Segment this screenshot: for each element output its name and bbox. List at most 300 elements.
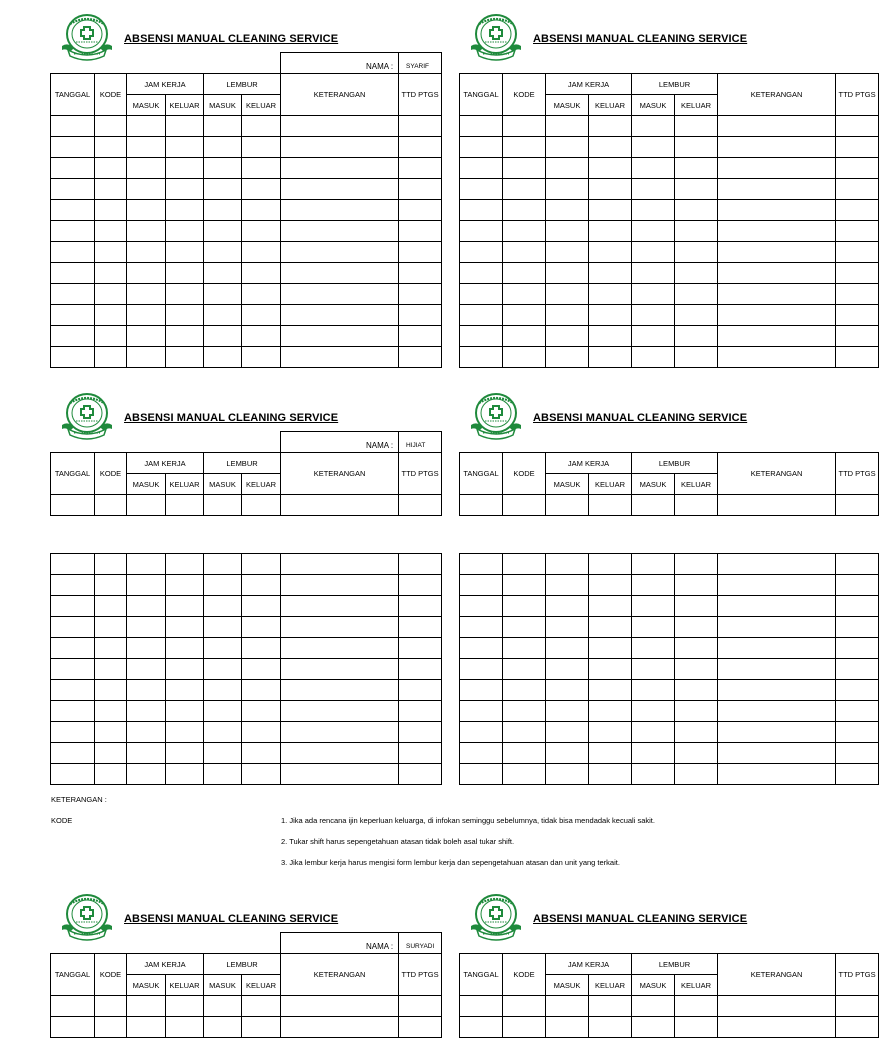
table-cell[interactable] (632, 137, 675, 158)
table-cell[interactable] (399, 764, 442, 785)
table-cell[interactable] (546, 495, 589, 516)
table-cell[interactable] (95, 659, 127, 680)
table-cell[interactable] (503, 596, 546, 617)
table-cell[interactable] (503, 554, 546, 575)
table-cell[interactable] (460, 326, 503, 347)
table-cell[interactable] (836, 263, 879, 284)
table-cell[interactable] (51, 680, 95, 701)
table-cell[interactable] (503, 221, 546, 242)
table-cell[interactable] (718, 743, 836, 764)
table-cell[interactable] (127, 179, 166, 200)
table-cell[interactable] (51, 495, 95, 516)
table-cell[interactable] (399, 284, 442, 305)
table-cell[interactable] (632, 764, 675, 785)
table-cell[interactable] (51, 347, 95, 368)
table-cell[interactable] (95, 495, 127, 516)
table-cell[interactable] (546, 722, 589, 743)
table-cell[interactable] (51, 575, 95, 596)
table-cell[interactable] (204, 554, 242, 575)
table-cell[interactable] (632, 743, 675, 764)
table-cell[interactable] (718, 638, 836, 659)
table-cell[interactable] (399, 1017, 442, 1038)
table-cell[interactable] (281, 242, 399, 263)
table-cell[interactable] (836, 1017, 879, 1038)
table-cell[interactable] (632, 659, 675, 680)
table-cell[interactable] (675, 158, 718, 179)
table-cell[interactable] (281, 996, 399, 1017)
table-cell[interactable] (460, 263, 503, 284)
nama-value[interactable]: HIJIAT (406, 442, 426, 449)
table-cell[interactable] (281, 722, 399, 743)
table-cell[interactable] (836, 659, 879, 680)
table-cell[interactable] (460, 347, 503, 368)
table-cell[interactable] (503, 617, 546, 638)
table-cell[interactable] (460, 743, 503, 764)
table-cell[interactable] (51, 1017, 95, 1038)
table-cell[interactable] (632, 242, 675, 263)
table-cell[interactable] (281, 680, 399, 701)
table-cell[interactable] (281, 554, 399, 575)
table-cell[interactable] (632, 305, 675, 326)
table-cell[interactable] (503, 495, 546, 516)
table-cell[interactable] (399, 305, 442, 326)
table-cell[interactable] (166, 1017, 204, 1038)
table-cell[interactable] (204, 137, 242, 158)
table-cell[interactable] (95, 764, 127, 785)
table-cell[interactable] (546, 137, 589, 158)
table-cell[interactable] (675, 617, 718, 638)
table-cell[interactable] (127, 659, 166, 680)
table-cell[interactable] (95, 305, 127, 326)
table-cell[interactable] (204, 495, 242, 516)
table-cell[interactable] (281, 617, 399, 638)
table-cell[interactable] (718, 137, 836, 158)
table-cell[interactable] (836, 347, 879, 368)
table-cell[interactable] (242, 1017, 281, 1038)
table-cell[interactable] (166, 137, 204, 158)
table-cell[interactable] (127, 617, 166, 638)
table-cell[interactable] (589, 743, 632, 764)
table-cell[interactable] (718, 305, 836, 326)
table-cell[interactable] (589, 200, 632, 221)
table-cell[interactable] (166, 221, 204, 242)
table-cell[interactable] (399, 554, 442, 575)
table-cell[interactable] (675, 242, 718, 263)
table-cell[interactable] (675, 326, 718, 347)
table-cell[interactable] (675, 1017, 718, 1038)
table-cell[interactable] (836, 221, 879, 242)
table-cell[interactable] (503, 158, 546, 179)
table-cell[interactable] (95, 326, 127, 347)
table-cell[interactable] (836, 200, 879, 221)
table-cell[interactable] (51, 116, 95, 137)
table-cell[interactable] (718, 221, 836, 242)
table-cell[interactable] (95, 596, 127, 617)
table-cell[interactable] (127, 743, 166, 764)
table-cell[interactable] (836, 179, 879, 200)
table-cell[interactable] (399, 179, 442, 200)
table-cell[interactable] (460, 179, 503, 200)
table-cell[interactable] (204, 617, 242, 638)
table-cell[interactable] (836, 764, 879, 785)
table-cell[interactable] (166, 242, 204, 263)
table-cell[interactable] (836, 701, 879, 722)
table-cell[interactable] (399, 200, 442, 221)
table-cell[interactable] (632, 347, 675, 368)
table-cell[interactable] (460, 137, 503, 158)
table-cell[interactable] (95, 617, 127, 638)
table-cell[interactable] (546, 242, 589, 263)
table-cell[interactable] (460, 575, 503, 596)
table-cell[interactable] (166, 200, 204, 221)
table-cell[interactable] (242, 347, 281, 368)
table-cell[interactable] (51, 659, 95, 680)
table-cell[interactable] (589, 116, 632, 137)
table-cell[interactable] (399, 326, 442, 347)
table-cell[interactable] (242, 722, 281, 743)
table-cell[interactable] (166, 495, 204, 516)
table-cell[interactable] (95, 242, 127, 263)
table-cell[interactable] (51, 554, 95, 575)
table-cell[interactable] (460, 659, 503, 680)
table-cell[interactable] (51, 596, 95, 617)
table-cell[interactable] (589, 764, 632, 785)
table-cell[interactable] (127, 554, 166, 575)
table-cell[interactable] (51, 263, 95, 284)
nama-value[interactable]: SURYADI (406, 943, 435, 950)
table-cell[interactable] (589, 179, 632, 200)
table-cell[interactable] (460, 701, 503, 722)
table-cell[interactable] (281, 659, 399, 680)
table-cell[interactable] (632, 722, 675, 743)
table-cell[interactable] (675, 495, 718, 516)
table-cell[interactable] (589, 596, 632, 617)
table-cell[interactable] (166, 158, 204, 179)
table-cell[interactable] (166, 659, 204, 680)
table-cell[interactable] (281, 284, 399, 305)
table-cell[interactable] (589, 722, 632, 743)
table-cell[interactable] (718, 347, 836, 368)
table-cell[interactable] (589, 263, 632, 284)
table-cell[interactable] (204, 596, 242, 617)
table-cell[interactable] (460, 617, 503, 638)
table-cell[interactable] (546, 179, 589, 200)
table-cell[interactable] (204, 158, 242, 179)
table-cell[interactable] (127, 242, 166, 263)
table-cell[interactable] (242, 638, 281, 659)
table-cell[interactable] (51, 326, 95, 347)
table-cell[interactable] (546, 659, 589, 680)
table-cell[interactable] (836, 158, 879, 179)
table-cell[interactable] (460, 116, 503, 137)
table-cell[interactable] (204, 638, 242, 659)
table-cell[interactable] (718, 158, 836, 179)
table-cell[interactable] (127, 764, 166, 785)
table-cell[interactable] (589, 659, 632, 680)
table-cell[interactable] (204, 200, 242, 221)
table-cell[interactable] (399, 638, 442, 659)
table-cell[interactable] (242, 116, 281, 137)
table-cell[interactable] (632, 326, 675, 347)
table-cell[interactable] (718, 1017, 836, 1038)
table-cell[interactable] (51, 284, 95, 305)
table-cell[interactable] (242, 596, 281, 617)
table-cell[interactable] (204, 116, 242, 137)
table-cell[interactable] (127, 347, 166, 368)
table-cell[interactable] (675, 554, 718, 575)
table-cell[interactable] (204, 575, 242, 596)
table-cell[interactable] (127, 137, 166, 158)
table-cell[interactable] (204, 284, 242, 305)
table-cell[interactable] (51, 200, 95, 221)
table-cell[interactable] (460, 200, 503, 221)
table-cell[interactable] (503, 996, 546, 1017)
table-cell[interactable] (204, 347, 242, 368)
table-cell[interactable] (503, 200, 546, 221)
table-cell[interactable] (589, 158, 632, 179)
table-cell[interactable] (51, 701, 95, 722)
table-cell[interactable] (460, 158, 503, 179)
table-cell[interactable] (281, 179, 399, 200)
table-cell[interactable] (546, 680, 589, 701)
table-cell[interactable] (242, 242, 281, 263)
table-cell[interactable] (95, 680, 127, 701)
table-cell[interactable] (632, 996, 675, 1017)
table-cell[interactable] (546, 200, 589, 221)
table-cell[interactable] (503, 179, 546, 200)
table-cell[interactable] (589, 701, 632, 722)
table-cell[interactable] (166, 596, 204, 617)
table-cell[interactable] (281, 116, 399, 137)
table-cell[interactable] (460, 596, 503, 617)
table-cell[interactable] (718, 179, 836, 200)
table-cell[interactable] (460, 305, 503, 326)
table-cell[interactable] (399, 996, 442, 1017)
table-cell[interactable] (675, 347, 718, 368)
table-cell[interactable] (127, 326, 166, 347)
table-cell[interactable] (503, 326, 546, 347)
table-cell[interactable] (127, 221, 166, 242)
table-cell[interactable] (503, 242, 546, 263)
table-cell[interactable] (166, 179, 204, 200)
table-cell[interactable] (95, 158, 127, 179)
table-cell[interactable] (503, 1017, 546, 1038)
table-cell[interactable] (632, 284, 675, 305)
table-cell[interactable] (127, 200, 166, 221)
table-cell[interactable] (718, 554, 836, 575)
table-cell[interactable] (589, 996, 632, 1017)
table-cell[interactable] (632, 263, 675, 284)
table-cell[interactable] (166, 743, 204, 764)
table-cell[interactable] (166, 638, 204, 659)
table-cell[interactable] (460, 242, 503, 263)
table-cell[interactable] (675, 116, 718, 137)
table-cell[interactable] (546, 701, 589, 722)
table-cell[interactable] (632, 158, 675, 179)
table-cell[interactable] (503, 659, 546, 680)
table-cell[interactable] (95, 1017, 127, 1038)
table-cell[interactable] (399, 263, 442, 284)
table-cell[interactable] (242, 137, 281, 158)
table-cell[interactable] (242, 575, 281, 596)
table-cell[interactable] (127, 722, 166, 743)
table-cell[interactable] (589, 305, 632, 326)
table-cell[interactable] (675, 263, 718, 284)
table-cell[interactable] (95, 137, 127, 158)
table-cell[interactable] (51, 221, 95, 242)
table-cell[interactable] (95, 263, 127, 284)
table-cell[interactable] (460, 996, 503, 1017)
table-cell[interactable] (675, 722, 718, 743)
table-cell[interactable] (95, 743, 127, 764)
table-cell[interactable] (127, 1017, 166, 1038)
table-cell[interactable] (242, 179, 281, 200)
table-cell[interactable] (718, 242, 836, 263)
table-cell[interactable] (460, 680, 503, 701)
table-cell[interactable] (281, 495, 399, 516)
table-cell[interactable] (503, 764, 546, 785)
table-cell[interactable] (460, 638, 503, 659)
table-cell[interactable] (127, 495, 166, 516)
table-cell[interactable] (166, 284, 204, 305)
table-cell[interactable] (632, 617, 675, 638)
table-cell[interactable] (589, 554, 632, 575)
table-cell[interactable] (718, 326, 836, 347)
table-cell[interactable] (281, 1017, 399, 1038)
table-cell[interactable] (399, 617, 442, 638)
table-cell[interactable] (242, 764, 281, 785)
table-cell[interactable] (546, 764, 589, 785)
table-cell[interactable] (546, 263, 589, 284)
table-cell[interactable] (51, 722, 95, 743)
table-cell[interactable] (460, 722, 503, 743)
table-cell[interactable] (51, 179, 95, 200)
table-cell[interactable] (242, 680, 281, 701)
table-cell[interactable] (399, 116, 442, 137)
table-cell[interactable] (836, 722, 879, 743)
table-cell[interactable] (166, 722, 204, 743)
table-cell[interactable] (718, 617, 836, 638)
table-cell[interactable] (503, 137, 546, 158)
table-cell[interactable] (51, 242, 95, 263)
table-cell[interactable] (399, 158, 442, 179)
table-cell[interactable] (546, 617, 589, 638)
table-cell[interactable] (281, 263, 399, 284)
table-cell[interactable] (242, 701, 281, 722)
table-cell[interactable] (836, 743, 879, 764)
table-cell[interactable] (632, 179, 675, 200)
table-cell[interactable] (204, 263, 242, 284)
table-cell[interactable] (718, 263, 836, 284)
table-cell[interactable] (718, 659, 836, 680)
table-cell[interactable] (589, 617, 632, 638)
table-cell[interactable] (503, 638, 546, 659)
table-cell[interactable] (589, 1017, 632, 1038)
table-cell[interactable] (632, 1017, 675, 1038)
table-cell[interactable] (546, 221, 589, 242)
table-cell[interactable] (632, 221, 675, 242)
table-cell[interactable] (546, 743, 589, 764)
table-cell[interactable] (51, 996, 95, 1017)
table-cell[interactable] (166, 575, 204, 596)
table-cell[interactable] (632, 116, 675, 137)
table-cell[interactable] (204, 221, 242, 242)
table-cell[interactable] (589, 137, 632, 158)
table-cell[interactable] (546, 305, 589, 326)
table-cell[interactable] (836, 305, 879, 326)
table-cell[interactable] (242, 305, 281, 326)
table-cell[interactable] (127, 158, 166, 179)
table-cell[interactable] (675, 680, 718, 701)
table-cell[interactable] (675, 305, 718, 326)
table-cell[interactable] (546, 996, 589, 1017)
table-cell[interactable] (95, 996, 127, 1017)
table-cell[interactable] (589, 680, 632, 701)
table-cell[interactable] (460, 1017, 503, 1038)
table-cell[interactable] (242, 554, 281, 575)
table-cell[interactable] (675, 659, 718, 680)
table-cell[interactable] (281, 743, 399, 764)
table-cell[interactable] (675, 575, 718, 596)
table-cell[interactable] (242, 743, 281, 764)
table-cell[interactable] (675, 638, 718, 659)
table-cell[interactable] (589, 326, 632, 347)
table-cell[interactable] (399, 722, 442, 743)
table-cell[interactable] (632, 596, 675, 617)
table-cell[interactable] (127, 638, 166, 659)
table-cell[interactable] (836, 617, 879, 638)
table-cell[interactable] (242, 326, 281, 347)
table-cell[interactable] (675, 284, 718, 305)
table-cell[interactable] (281, 326, 399, 347)
table-cell[interactable] (675, 743, 718, 764)
table-cell[interactable] (399, 680, 442, 701)
table-cell[interactable] (675, 764, 718, 785)
table-cell[interactable] (836, 996, 879, 1017)
table-cell[interactable] (204, 305, 242, 326)
table-cell[interactable] (281, 575, 399, 596)
table-cell[interactable] (675, 200, 718, 221)
table-cell[interactable] (675, 596, 718, 617)
table-cell[interactable] (546, 158, 589, 179)
table-cell[interactable] (242, 284, 281, 305)
table-cell[interactable] (166, 326, 204, 347)
table-cell[interactable] (399, 495, 442, 516)
table-cell[interactable] (95, 554, 127, 575)
table-cell[interactable] (95, 347, 127, 368)
table-cell[interactable] (460, 495, 503, 516)
table-cell[interactable] (546, 347, 589, 368)
table-cell[interactable] (460, 284, 503, 305)
table-cell[interactable] (675, 221, 718, 242)
table-cell[interactable] (127, 116, 166, 137)
table-cell[interactable] (242, 495, 281, 516)
table-cell[interactable] (589, 242, 632, 263)
table-cell[interactable] (460, 764, 503, 785)
table-cell[interactable] (675, 137, 718, 158)
table-cell[interactable] (836, 575, 879, 596)
table-cell[interactable] (204, 659, 242, 680)
table-cell[interactable] (204, 764, 242, 785)
table-cell[interactable] (166, 263, 204, 284)
table-cell[interactable] (836, 596, 879, 617)
table-cell[interactable] (546, 575, 589, 596)
table-cell[interactable] (632, 638, 675, 659)
table-cell[interactable] (836, 638, 879, 659)
table-cell[interactable] (503, 347, 546, 368)
table-cell[interactable] (632, 200, 675, 221)
table-cell[interactable] (166, 680, 204, 701)
